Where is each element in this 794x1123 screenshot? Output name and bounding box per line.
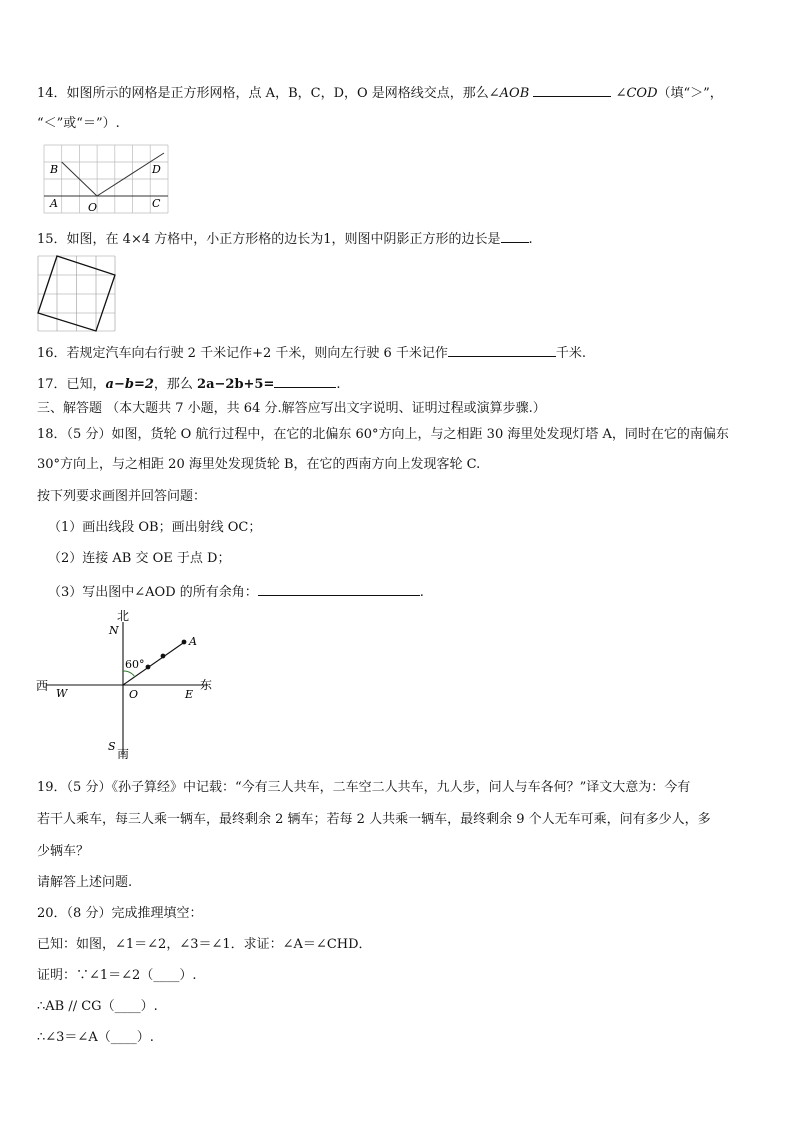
label-o: O [129, 688, 139, 701]
q17-answer-blank[interactable] [274, 373, 336, 388]
label-a: A [50, 197, 58, 210]
q15-text: 15．如图，在 4×4 方格中，小正方形格的边长为1，则图中阴影正方形的边长是 [37, 232, 501, 247]
q14-grid-figure [44, 145, 170, 215]
label-n: N [109, 624, 119, 637]
q18-sub3-text: （3）写出图中∠AOD 的所有余角： [48, 585, 258, 600]
q14-line1 [37, 82, 723, 104]
point-1 [146, 665, 151, 670]
label-d: D [152, 163, 161, 176]
q18-sub2: （2）连接 AB 交 OE 于点 D； [48, 551, 231, 566]
q17-end: . [336, 377, 341, 392]
q18-sub1: （1）画出线段 OB；画出射线 OC； [48, 520, 262, 535]
label-e: E [185, 688, 194, 701]
q15-grid-lines [38, 256, 115, 331]
q20-line2: 已知：如图，∠1＝∠2，∠3＝∠1．求证：∠A＝∠CHD． [37, 937, 372, 952]
q18-sub3-end: . [419, 585, 424, 600]
q17-expression: 2a−2b+5= [197, 377, 275, 392]
q18-compass-figure [36, 608, 216, 761]
angle-arc [123, 671, 135, 677]
q14-answer-blank[interactable] [533, 82, 611, 97]
q18-line1: 18．（5 分）如图，货轮 O 航行过程中，在它的北偏东 60°方向上，与之相距 30 海里处发现灯塔 A，同时在它的南偏东 [37, 427, 729, 442]
q18-line2: 30°方向上，与之相距 20 海里处发现货轮 B，在它的西南方向上发现客轮 C. [37, 457, 481, 472]
q20-line3: 证明：∵∠1＝∠2（____）. [37, 968, 197, 983]
q15-end: . [528, 232, 533, 247]
q19-line1: 19．（5 分）《孙子算经》中记载：“今有三人共车，二车空二人共车，九人步，问人与车各何？”译文大意为：今有 [37, 780, 691, 795]
point-a [182, 640, 187, 645]
q17-line [37, 373, 341, 395]
section-heading: 三、解答题 （本大题共 7 小题，共 64 分.解答应写出文字说明、证明过程或演算步骤.） [37, 401, 546, 416]
point-2 [161, 654, 166, 659]
q20-line5: ∴∠3＝∠A（____）. [37, 1030, 154, 1045]
q14-angle-aob: AOB [499, 86, 530, 101]
q18-sub3 [48, 581, 424, 603]
label-angle: 60° [125, 658, 145, 671]
q18-line3: 按下列要求画图并回答问题： [37, 489, 207, 504]
q18-answer-blank[interactable] [258, 581, 420, 596]
label-a: A [189, 635, 197, 648]
q15-line [37, 228, 533, 250]
q14-text-e: （填“＞”， [657, 86, 723, 101]
label-north: 北 [117, 609, 130, 623]
q15-answer-blank[interactable] [501, 228, 529, 243]
label-b: B [50, 163, 59, 176]
q14-angle-sign: ∠ [615, 86, 627, 101]
q20-line4: ∴AB // CG（____）. [37, 999, 158, 1014]
q14-rays [44, 153, 168, 196]
q19-line2: 若干人乘车，每三人乘一辆车，最终剩余 2 辆车；若每 2 人共乘一辆车，最终剩余 9 个人无车可乘，问有多少人，多 [37, 812, 711, 827]
q16-line [37, 342, 586, 364]
q15-grid-figure [38, 256, 116, 332]
q17-prefix: 17．已知， [37, 377, 106, 392]
label-w: W [56, 687, 68, 700]
q16-text: 16．若规定汽车向右行驶 2 千米记作+2 千米，则向左行驶 6 千米记作 [37, 346, 448, 361]
label-west: 西 [36, 679, 49, 693]
q19-line4: 请解答上述问题. [37, 875, 133, 890]
q17-mid: ，那么 [153, 377, 198, 392]
q16-end: 千米. [555, 346, 587, 361]
q14-text-a: 14．如图所示的网格是正方形网格，点 A，B，C，D，O 是网格线交点，那么∠ [37, 86, 500, 101]
label-s: S [108, 740, 116, 753]
q14-angle-cod: COD [626, 86, 658, 101]
label-south: 南 [117, 747, 130, 761]
label-o: O [88, 201, 98, 214]
q14-line2: “＜”或“＝”）. [37, 116, 120, 131]
q16-answer-blank[interactable] [448, 342, 556, 357]
q17-condition: a−b=2 [105, 377, 154, 392]
q20-line1: 20．（8 分）完成推理填空： [37, 906, 203, 921]
q14-grid-lines [44, 145, 168, 213]
q19-line3: 少辆车？ [37, 844, 90, 859]
label-c: C [152, 197, 161, 210]
label-east: 东 [200, 678, 213, 692]
